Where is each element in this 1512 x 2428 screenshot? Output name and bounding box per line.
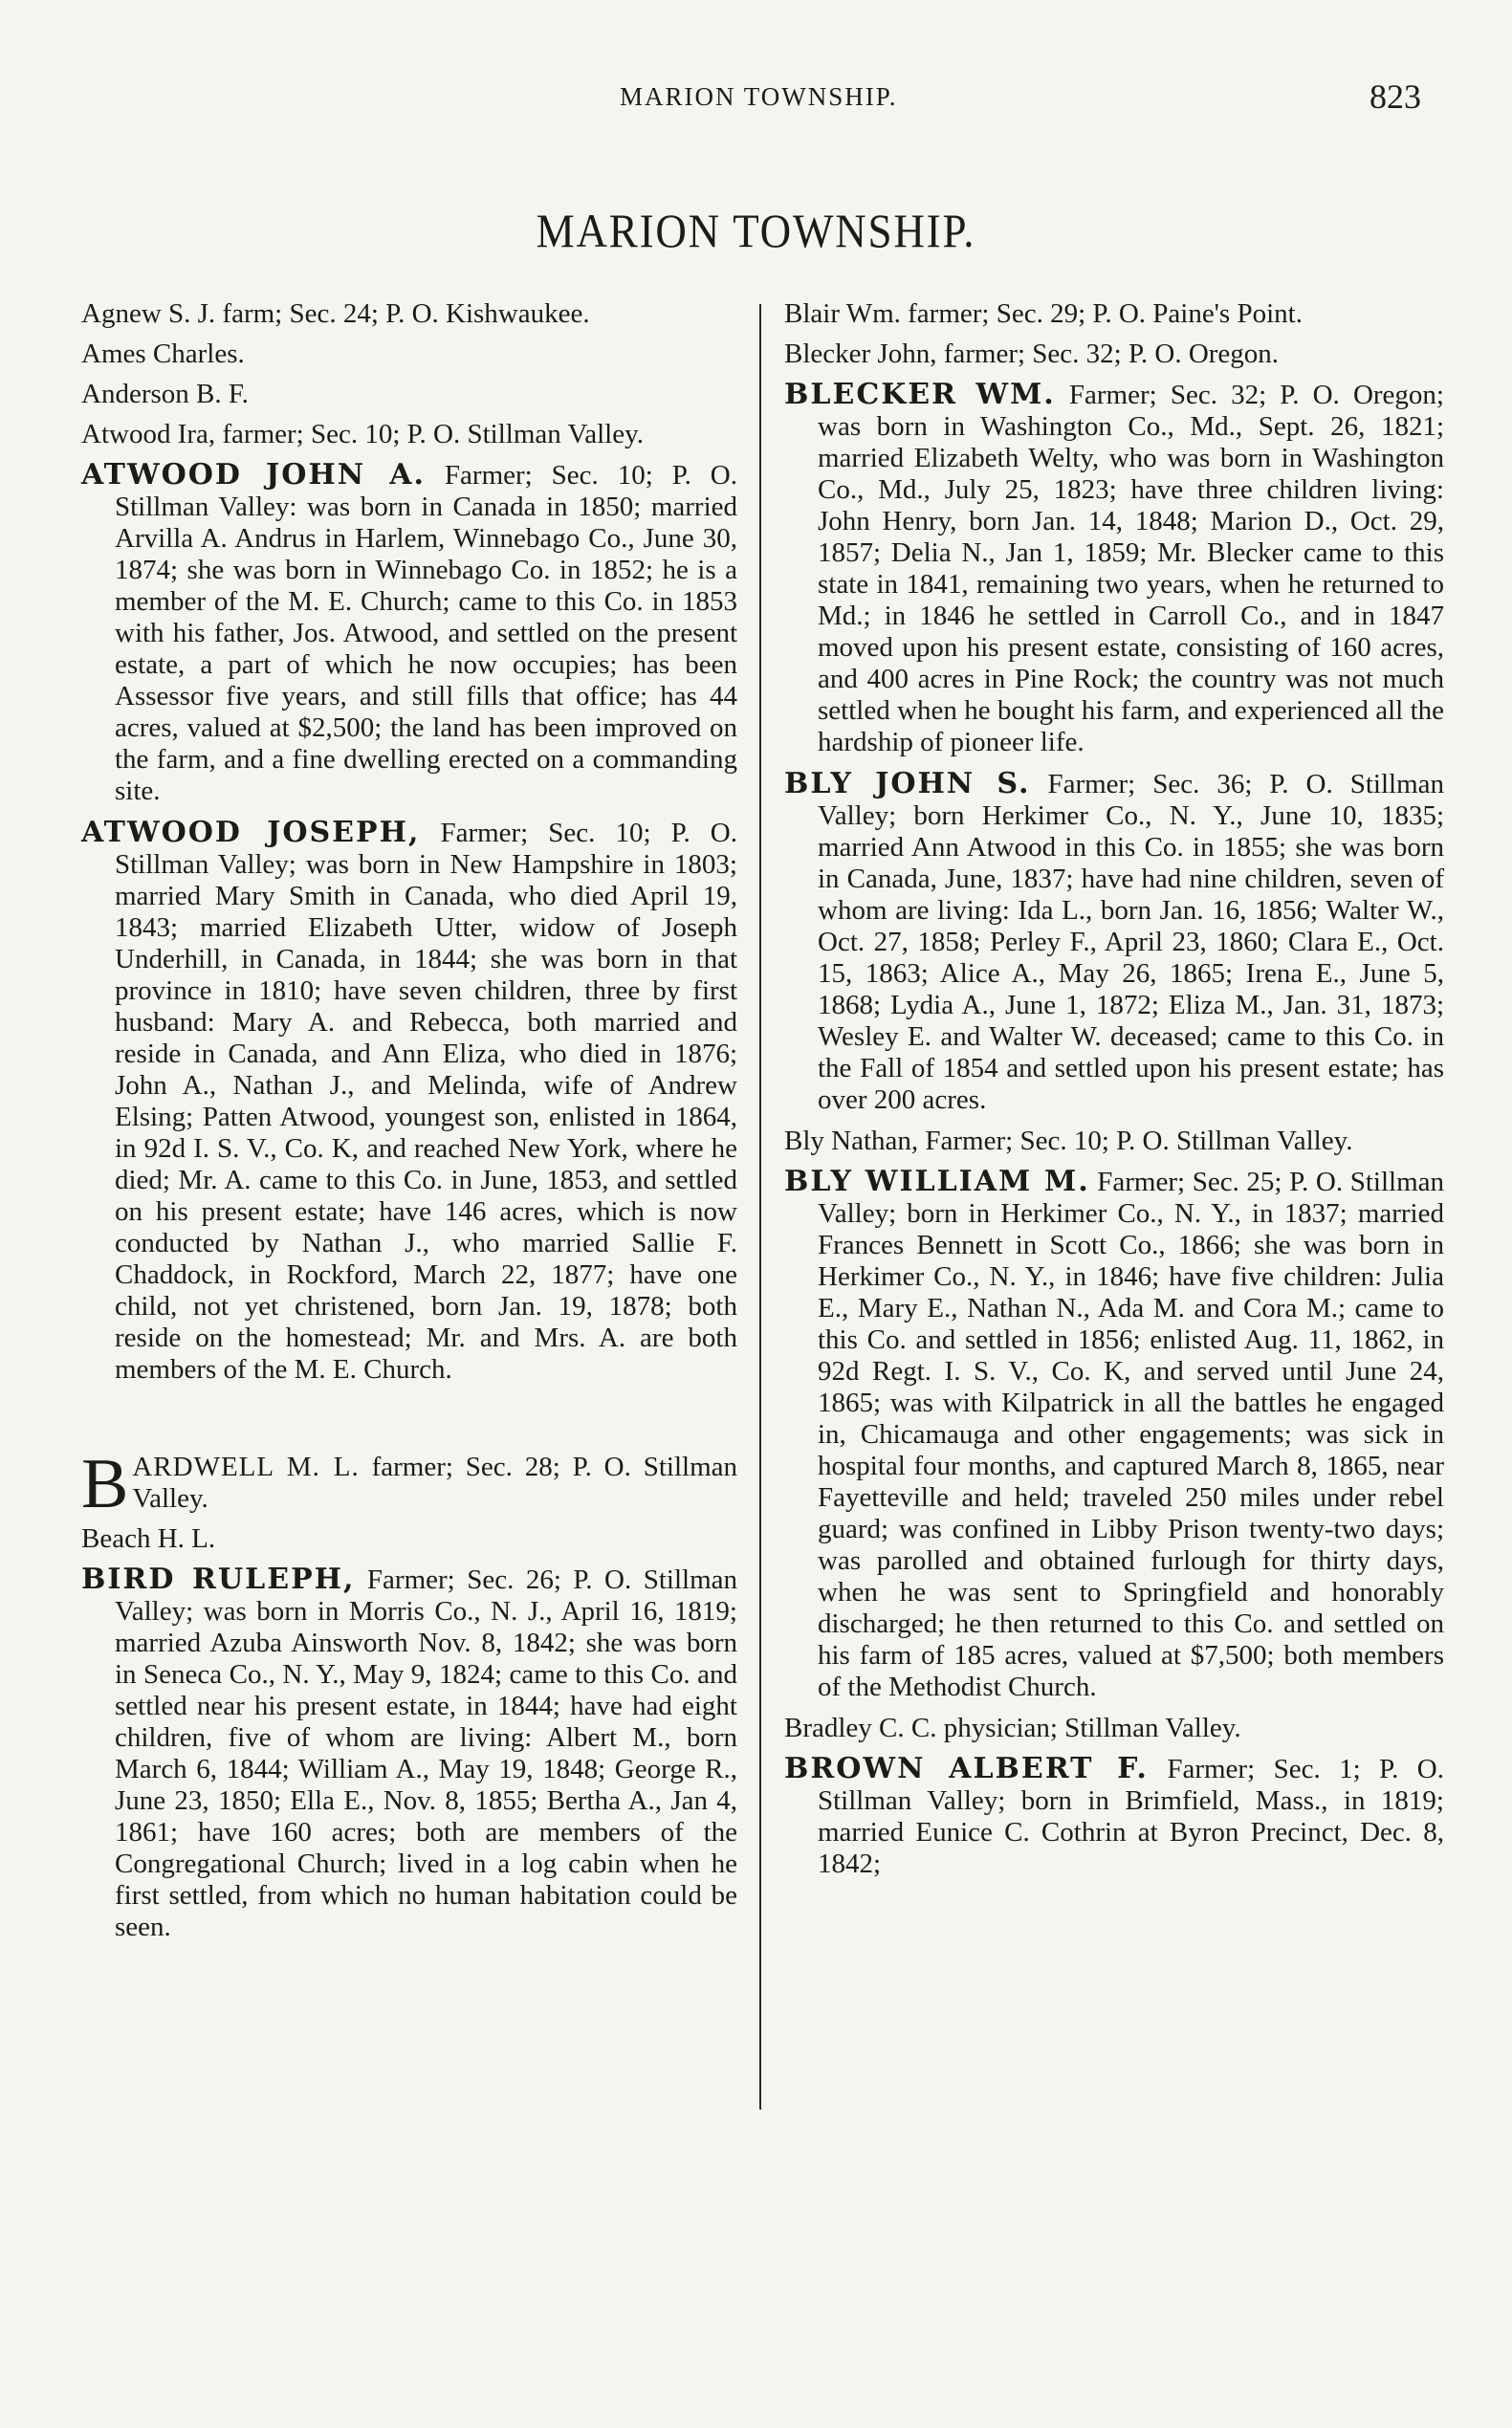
entry-name: ATWOOD JOSEPH, — [81, 816, 421, 849]
biography-entry — [81, 459, 737, 807]
running-title: MARION TOWNSHIP. — [620, 82, 898, 111]
directory-entry: Beach H. L. — [81, 1523, 216, 1554]
biography-entry — [81, 1564, 737, 1943]
entry-text: Farmer; Sec. 10; P. O. Stillman Valley; was born in New Hampshire in 1803; married Mary Smith in Canada, who died April 19, 1843; married Elizabeth Utter, widow of Joseph Underhill, in Canada, in 1844; she was born in that province in 1810; have seven children, three by first husband: Mary A. and Rebecca, both married and reside in Canada, and Ann Eliza, who died in 1876; John A., Nathan J., and Melinda, wife of Andrew Elsing; Patten Atwood, youngest son, enlisted in 1864, in 92d I. S. V., Co. K, and reached New York, where he died; Mr. A. came to this Co. in June, 1853, and settled on his present estate; have 146 acres, which is now conducted by Nathan J., who married Sallie F. Chaddock, in Rockford, March 22, 1877; have one child, not yet christened, born Jan. 19, 1878; both reside on the homestead; Mr. and Mrs. A. are both members of the M. E. Church. — [115, 818, 737, 1385]
entry-text: Farmer; Sec. 36; P. O. Stillman Valley; born Herkimer Co., N. Y., June 10, 1835; married Ann Atwood in this Co. in 1855; she was born in Canada, June, 1837; have had nine children, seven of whom are living: Ida L., born Jan. 16, 1856; Walter W., Oct. 27, 1858; Perley F., April 23, 1860; Clara E., Oct. 15, 1863; Alice A., May 26, 1865; Irena E., June 5, 1868; Lydia A., June 1, 1872; Eliza M., Jan. 31, 1873; Wesley E. and Walter W. deceased; came to this Co. in the Fall of 1854 and settled upon his present estate; has over 200 acres. — [818, 769, 1444, 1115]
entry-text: Farmer; Sec. 25; P. O. Stillman Valley; born in Herkimer Co., N. Y., in 1837; married Frances Bennett in Scott Co., 1866; she was born in Herkimer Co., N. Y., in 1846; have five children: Julia E., Mary E., Nathan N., Ada M. and Cora M.; came to this Co. and settled in 1856; enlisted Aug. 11, 1862, in 92d Regt. I. S. V., Co. K, and served until June 24, 1865; was with Kilpatrick in all the battles he engaged in, Chicamauga and other engagements; was sick in hospital four months, and captured March 8, 1865, near Fayetteville and held; traveled 250 miles under rebel guard; was confined in Libby Prison twenty-two days; was parolled and obtained furlough for thirty days, when he was sent to Springfield and honorably discharged; he then returned to this Co. and settled on his farm of 185 acres, valued at $7,500; both members of the Methodist Church. — [818, 1167, 1444, 1702]
directory-entry: Bradley C. C. physician; Stillman Valley. — [784, 1713, 1241, 1743]
biography-entry — [784, 1166, 1444, 1703]
entry-text: Farmer; Sec. 10; P. O. Stillman Valley: was born in Canada in 1850; married Arvilla A. Andrus in Harlem, Winnebago Co., June 30, 1874; she was born in Winnebago Co. in 1852; he is a member of the M. E. Church; came to this Co. in 1853 with his father, Jos. Atwood, and settled on the present estate, a part of which he now occupies; has been Assessor five years, and still fills that office; has 44 acres, valued at $2,500; the land has been improved on the farm, and a fine dwelling erected on a commanding site. — [115, 460, 737, 806]
entry-name: ARDWELL M. L. — [132, 1452, 360, 1482]
entry-name: BIRD RULEPH, — [81, 1563, 356, 1596]
page-title: MARION TOWNSHIP. — [536, 204, 976, 257]
entry-text: farmer; Sec. 28; P. O. Stillman Valley. — [132, 1452, 737, 1514]
biography-entry — [81, 817, 737, 1386]
page-number: 823 — [1370, 77, 1421, 116]
dropcap-letter: B — [81, 1445, 129, 1523]
section-b-first-entry — [81, 1445, 737, 1523]
entry-text: Farmer; Sec. 1; P. O. Stillman Valley; born in Brimfield, Mass., in 1819; married Eunice C. Cothrin at Byron Precinct, Dec. 8, 1842; — [818, 1754, 1444, 1879]
directory-entry: Ames Charles. — [81, 339, 245, 369]
entry-name: BLECKER WM. — [784, 378, 1056, 411]
directory-entry: Bly Nathan, Farmer; Sec. 10; P. O. Stillman Valley. — [784, 1126, 1353, 1156]
entry-name: ATWOOD JOHN A. — [81, 458, 426, 492]
running-head — [0, 77, 1512, 115]
directory-entry: Agnew S. J. farm; Sec. 24; P. O. Kishwaukee. — [81, 298, 590, 329]
directory-entry: Atwood Ira, farmer; Sec. 10; P. O. Stillman Valley. — [81, 419, 644, 449]
entry-name: BROWN ALBERT F. — [784, 1752, 1149, 1785]
column-divider — [759, 304, 761, 2110]
entry-name: BLY WILLIAM M. — [784, 1165, 1090, 1198]
entry-text: Farmer; Sec. 26; P. O. Stillman Valley; was born in Morris Co., N. J., April 16, 1819; married Azuba Ainsworth Nov. 8, 1842; she was born in Seneca Co., N. Y., May 9, 1824; came to this Co. and settled near his present estate, in 1844; have had eight children, five of whom are living: Albert M., born March 6, 1844; William A., May 19, 1848; George R., June 23, 1850; Ella E., Nov. 8, 1855; Bertha A., Jan 4, 1861; have 160 acres; both are members of the Congregational Church; lived in a log cabin when he first settled, from which no human habitation could be seen. — [115, 1564, 738, 1942]
biography-entry — [784, 379, 1444, 758]
right-column — [784, 298, 1444, 1890]
directory-entry: Blecker John, farmer; Sec. 32; P. O. Oregon. — [784, 339, 1280, 369]
biography-entry — [784, 768, 1444, 1116]
biography-entry — [784, 1753, 1444, 1880]
directory-entry: Anderson B. F. — [81, 379, 249, 409]
entry-name: BLY JOHN S. — [784, 767, 1031, 800]
directory-entry: Blair Wm. farmer; Sec. 29; P. O. Paine's Point. — [784, 298, 1303, 329]
left-column — [81, 298, 737, 1953]
entry-text: Farmer; Sec. 32; P. O. Oregon; was born in Washington Co., Md., Sept. 26, 1821; married Elizabeth Welty, who was born in Washington Co., Md., July 25, 1823; have three children living: John Henry, born Jan. 14, 1848; Marion D., Oct. 29, 1857; Delia N., Jan 1, 1859; Mr. Blecker came to this state in 1841, remaining two years, when he returned to Md.; in 1846 he settled in Carroll Co., and in 1847 moved upon his present estate, consisting of 160 acres, and 400 acres in Pine Rock; the country was not much settled when he bought his farm, and experienced all the hardship of pioneer life. — [818, 380, 1444, 757]
